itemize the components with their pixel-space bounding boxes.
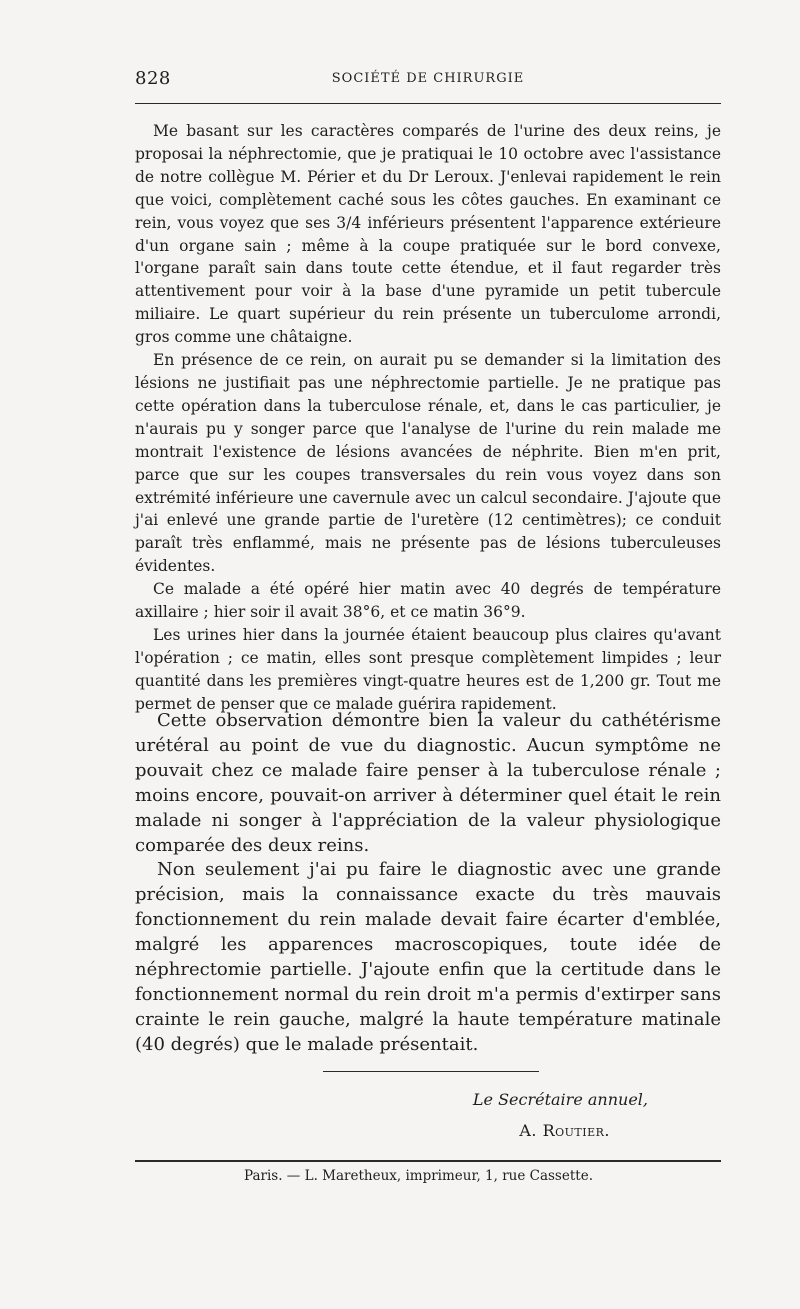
paragraph: En présence de ce rein, on aurait pu se demander si la limitation des lésions ne justifiait pas une néphrectomie partielle. Je ne pratique pas cette opération dans la tuberculose rénale, et, dans le cas particulier, je n'aurais pu y songer parce que l'analyse de l'urine du rein malade me montrait l'existence de lésions avancées de néphrite. Bien m'en prit, parce que sur les coupes transversales du rein vous voyez dans son extrémité inférieure une cavernule avec un calcul secondaire. J'ajoute que j'ai enlevé une grande partie de l'uretère (12 centimètres); ce conduit paraît très enflammé, mais ne présente pas de lésions tuberculeuses évidentes. bbox=[135, 351, 721, 576]
footer-rule bbox=[135, 1160, 721, 1162]
paragraph: Non seulement j'ai pu faire le diagnostic avec une grande précision, mais la connaissance exacte du très mauvais fonctionnement du rein malade devait faire écarter d'emblée, malgré les apparences macroscopiques, toute idée de néphrectomie partielle. J'ajoute enfin que la certitude dans le fonctionnement normal du rein droit m'a permis d'extirper sans crainte le rein gauche, malgré la haute température matinale (40 degrés) que le malade présentait. bbox=[135, 859, 721, 1055]
imprint: Paris. — L. Maretheux, imprimeur, 1, rue Cassette. bbox=[244, 1168, 593, 1184]
paragraph: Ce malade a été opéré hier matin avec 40 degrés de température axillaire ; hier soir il avait 38°6, et ce matin 36°9. bbox=[135, 580, 721, 622]
conclusion-text bbox=[135, 709, 721, 1058]
running-title: SOCIÉTÉ DE CHIRURGIE bbox=[331, 71, 525, 86]
page-header bbox=[135, 68, 721, 92]
header-rule bbox=[135, 103, 721, 104]
paragraph: Cette observation démontre bien la valeur du cathétérisme urétéral au point de vue du diagnostic. Aucun symptôme ne pouvait chez ce malade faire penser à la tuberculose rénale ; moins encore, pouvait-on arriver à déterminer quel était le rein malade ni songer à l'appréciation de la valeur physiologique comparée des deux reins. bbox=[135, 710, 721, 856]
page-number: 828 bbox=[135, 68, 171, 89]
paragraph: Me basant sur les caractères comparés de l'urine des deux reins, je proposai la néphrectomie, que je pratiquai le 10 octobre avec l'assistance de notre collègue M. Périer et du Dr Leroux. J'enlevai rapidement le rein que voici, complètement caché sous les côtes gauches. En examinant ce rein, vous voyez que ses 3/4 inférieurs présentent l'apparence extérieure d'un organe sain ; même à la coupe pratiquée sur le bord convexe, l'organe paraît sain dans toute cette étendue, et il faut regarder très attentivement pour voir à la base d'une pyramide un petit tubercule miliaire. Le quart supérieur du rein présente un tuberculome arrondi, gros comme une châtaigne. bbox=[135, 122, 721, 347]
paragraph: Les urines hier dans la journée étaient beaucoup plus claires qu'avant l'opération ; ce matin, elles sont presque complètement limpides ; leur quantité dans les premières vingt-quatre heures est de 1,200 gr. Tout me permet de penser que ce malade guérira rapidement. bbox=[135, 625, 721, 713]
closing-rule bbox=[323, 1071, 539, 1072]
report-text bbox=[135, 120, 721, 716]
signature-name: A. Routier. bbox=[519, 1121, 610, 1140]
signature-role: Le Secrétaire annuel, bbox=[472, 1090, 648, 1109]
